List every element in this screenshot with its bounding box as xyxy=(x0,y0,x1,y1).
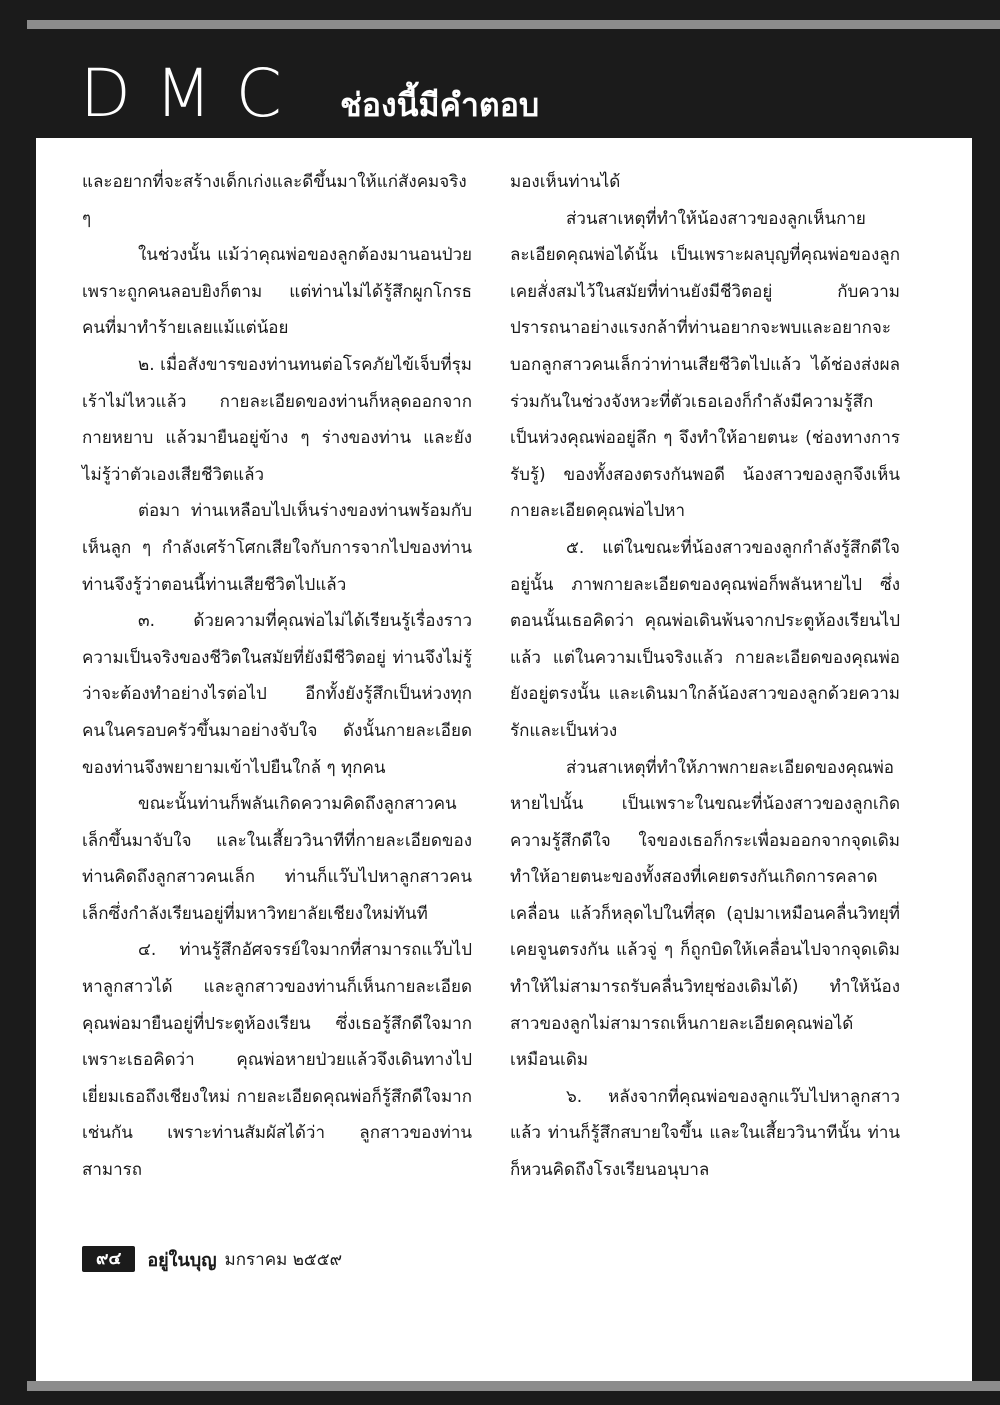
article-page xyxy=(36,138,972,1381)
top-stripe xyxy=(27,20,1000,29)
paragraph: ในช่วงนั้น แม้ว่าคุณพ่อของลูกต้องมานอนป่วยเพราะถูกคนลอบยิงก็ตาม แต่ท่านไม่ได้รู้สึกผูกโกรธคนที่มาทำร้ายเลยแม้แต่น้อย xyxy=(82,245,472,339)
paragraph: ขณะนั้นท่านก็พลันเกิดความคิดถึงลูกสาวคนเล็กขึ้นมาจับใจ และในเสี้ยววินาทีที่กายละเอียดของท่านคิดถึงลูกสาวคนเล็ก ท่านก็แว๊บไปหาลูกสาวคนเล็กซึ่งกำลังเรียนอยู่ที่มหาวิทยาลัยเชียงใหม่ทันที xyxy=(82,794,472,924)
section-title: ช่องนี้มีคำตอบ xyxy=(340,86,540,124)
issue-date: มกราคม ๒๕๕๙ xyxy=(224,1249,343,1270)
magazine-name: อยู่ในบุญ xyxy=(147,1249,217,1271)
page-footer xyxy=(82,1244,342,1274)
paragraph: ส่วนสาเหตุที่ทำให้น้องสาวของลูกเห็นกายละเอียดคุณพ่อได้นั้น เป็นเพราะผลบุญที่คุณพ่อของลูกเคยสั่งสมไว้ในสมัยที่ท่านยังมีชีวิตอยู่ กับความปรารถนาอย่างแรงกล้าที่ท่านอยากจะพบและอยากจะบอกลูกสาวคนเล็กว่าท่านเสียชีวิตไปแล้ว ได้ช่องส่งผลร่วมกันในช่วงจังหวะที่ตัวเธอเองก็กำลังมีความรู้สึกเป็นห่วงคุณพ่ออยู่ลึก ๆ จึงทำให้อายตนะ (ช่องทางการรับรู้) ของทั้งสองตรงกันพอดี น้องสาวของลูกจึงเห็นกายละเอียดคุณพ่อไปหา xyxy=(510,208,900,522)
paragraph: มองเห็นท่านได้ xyxy=(510,172,621,192)
paragraph: ๒. เมื่อสังขารของท่านทนต่อโรคภัยไข้เจ็บที่รุมเร้าไม่ไหวแล้ว กายละเอียดของท่านก็หลุดออกจากกายหยาบ แล้วมายืนอยู่ข้าง ๆ ร่างของท่าน และยังไม่รู้ว่าตัวเองเสียชีวิตแล้ว xyxy=(82,354,472,485)
paragraph: ๕. แต่ในขณะที่น้องสาวของลูกกำลังรู้สึกดีใจอยู่นั้น ภาพกายละเอียดของคุณพ่อก็พลันหายไป ซึ่งตอนนั้นเธอคิดว่า คุณพ่อเดินพ้นจากประตูห้องเรียนไปแล้ว แต่ในความเป็นจริงแล้ว กายละเอียดของคุณพ่อยังอยู่ตรงนั้น และเดินมาใกล้น้องสาวของลูกด้วยความรักและเป็นห่วง xyxy=(510,537,900,741)
paragraph: ๓. ด้วยความที่คุณพ่อไม่ได้เรียนรู้เรื่องราวความเป็นจริงของชีวิตในสมัยที่ยังมีชีวิตอยู่ ท่านจึงไม่รู้ว่าจะต้องทำอย่างไรต่อไป อีกทั้งยังรู้สึกเป็นห่วงทุกคนในครอบครัวขึ้นมาอย่างจับใจ ดังนั้นกายละเอียดของท่านจึงพยายามเข้าไปยืนใกล้ ๆ ทุกคน xyxy=(82,611,472,778)
left-column xyxy=(82,164,472,1189)
paragraph: ๖. หลังจากที่คุณพ่อของลูกแว๊บไปหาลูกสาวแล้ว ท่านก็รู้สึกสบายใจขึ้น และในเสี้ยววินาทีนั้น ท่านก็หวนคิดถึงโรงเรียนอนุบาล xyxy=(510,1086,900,1181)
right-column xyxy=(510,164,900,1189)
paragraph: ส่วนสาเหตุที่ทำให้ภาพกายละเอียดของคุณพ่อหายไปนั้น เป็นเพราะในขณะที่น้องสาวของลูกเกิดความรู้สึกดีใจ ใจของเธอก็กระเพื่อมออกจากจุดเดิม ทำให้อายตนะของทั้งสองที่เคยตรงกันเกิดการคลาดเคลื่อน แล้วก็หลุดไปในที่สุด (อุปมาเหมือนคลื่นวิทยุที่เคยจูนตรงกัน แล้วจู่ ๆ ก็ถูกบิดให้เคลื่อนไปจากจุดเดิม ทำให้ไม่สามารถรับคลื่นวิทยุช่องเดิมได้) ทำให้น้องสาวของลูกไม่สามารถเห็นกายละเอียดคุณพ่อได้เหมือนเดิม xyxy=(510,757,900,1071)
paragraph: ต่อมา ท่านเหลือบไปเห็นร่างของท่านพร้อมกับเห็นลูก ๆ กำลังเศร้าโศกเสียใจกับการจากไปของท่าน ท่านจึงรู้ว่าตอนนี้ท่านเสียชีวิตไปแล้ว xyxy=(82,501,472,595)
page-header xyxy=(0,29,1000,138)
paragraph: และอยากที่จะสร้างเด็กเก่งและดีขึ้นมาให้แก่สังคมจริง ๆ xyxy=(82,172,467,229)
brand-logo: DMC xyxy=(80,55,306,132)
paragraph: ๔. ท่านรู้สึกอัศจรรย์ใจมากที่สามารถแว๊บไปหาลูกสาวได้ และลูกสาวของท่านก็เห็นกายละเอียดคุณพ่อมายืนอยู่ที่ประตูห้องเรียน ซึ่งเธอรู้สึกดีใจมาก เพราะเธอคิดว่า คุณพ่อหายป่วยแล้วจึงเดินทางไปเยี่ยมเธอถึงเชียงใหม่ กายละเอียดคุณพ่อก็รู้สึกดีใจมากเช่นกัน เพราะท่านสัมผัสได้ว่า ลูกสาวของท่านสามารถ xyxy=(82,940,472,1181)
page-number: ๙๔ xyxy=(82,1246,135,1272)
bottom-stripe xyxy=(27,1381,1000,1391)
